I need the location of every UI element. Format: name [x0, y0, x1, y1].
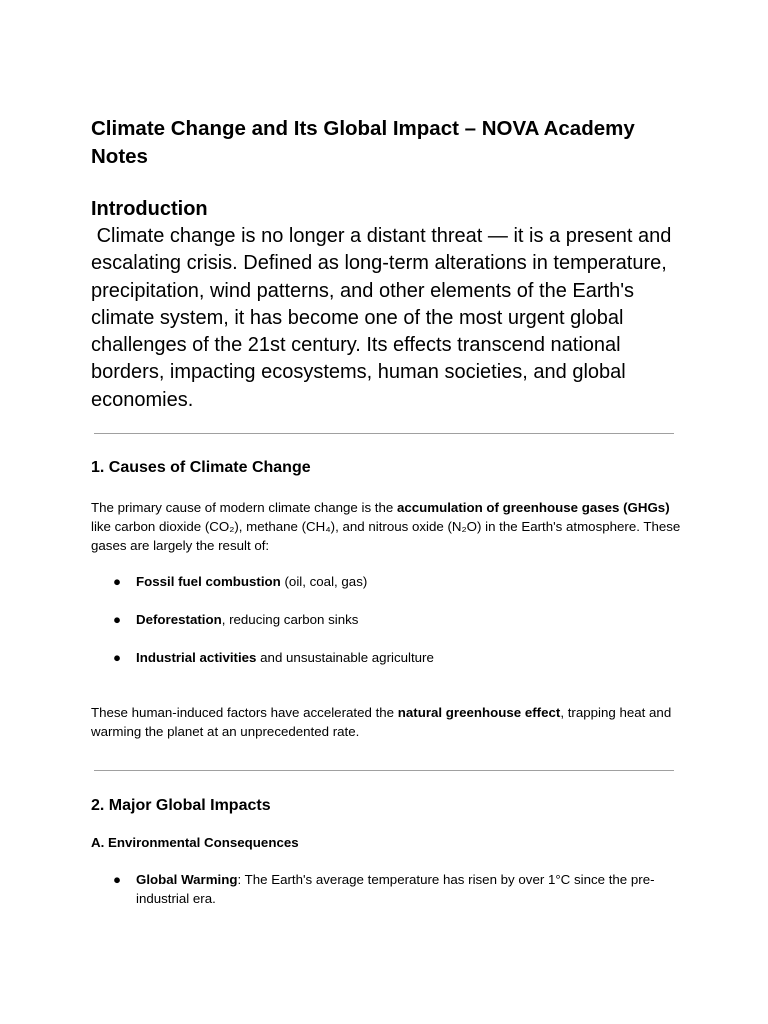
intro-paragraph: Climate change is no longer a distant threat — it is a present and escalating crisis. Defined as long-term alterations in temperature, precipitation, wind patterns, and other elements of the Earth's climate system, it has become one of the most urgent global challenges of the 21st century. Its effects transcend national borders, impacting ecosystems, human societies, and global economies. — [91, 225, 677, 411]
causes-paragraph — [91, 498, 681, 555]
text-span: like carbon dioxide (CO₂), methane (CH₄), and nitrous oxide (N₂O) in the Earth's atmosphere. These gases are largely the result of: — [91, 519, 681, 553]
bold-text: Fossil fuel combustion — [136, 574, 281, 589]
bold-text: accumulation of greenhouse gases (GHGs) — [396, 500, 670, 515]
intro-heading: Introduction — [91, 198, 208, 220]
list-item-text — [136, 572, 661, 591]
list-item-text — [136, 610, 661, 629]
horizontal-divider — [94, 433, 674, 434]
document-title: Climate Change and Its Global Impact – NOVA Academy Notes — [91, 117, 635, 168]
text-span: (oil, coal, gas) — [280, 574, 368, 589]
bold-text: Global Warming — [136, 872, 238, 887]
horizontal-divider — [94, 770, 674, 771]
section-heading-causes: 1. Causes of Climate Change — [91, 459, 311, 476]
text-span: , trapping heat and warming the planet at an unprecedented rate. — [91, 705, 672, 739]
text-span: and unsustainable agriculture — [256, 650, 434, 665]
bullet-icon: ● — [113, 650, 122, 665]
text-span: These human-induced factors have accelerated the — [91, 705, 398, 720]
list-item-text — [136, 870, 661, 908]
bullet-icon: ● — [113, 612, 122, 627]
bold-text: natural greenhouse effect — [397, 705, 561, 720]
text-span: , reducing carbon sinks — [221, 612, 359, 627]
list-item-text — [136, 648, 661, 667]
bold-text: Industrial activities — [136, 650, 257, 665]
section-heading-impacts: 2. Major Global Impacts — [91, 797, 271, 814]
bold-text: Deforestation — [136, 612, 222, 627]
text-span: : The Earth's average temperature has risen by over 1°C since the pre-industrial era. — [136, 872, 655, 906]
greenhouse-effect-paragraph — [91, 703, 681, 741]
bullet-icon: ● — [113, 872, 122, 887]
subheading-environmental: A. Environmental Consequences — [91, 835, 299, 850]
bullet-icon: ● — [113, 574, 122, 589]
text-span: The primary cause of modern climate change is the — [91, 500, 397, 515]
